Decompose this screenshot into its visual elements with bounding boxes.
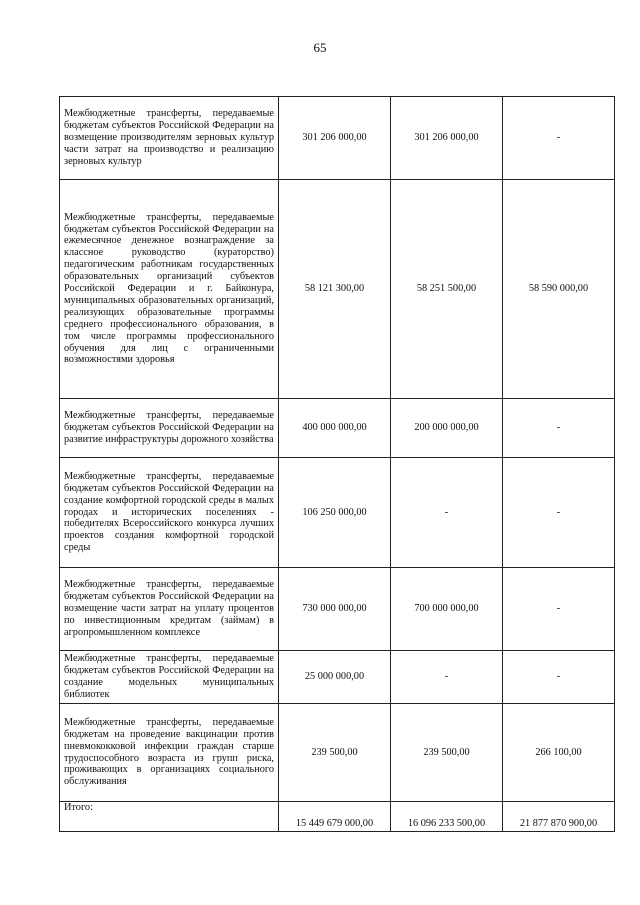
table-row xyxy=(60,97,615,180)
page-number: 65 xyxy=(313,40,327,55)
row-value-2: - xyxy=(391,458,503,568)
total-label: Итого: xyxy=(60,802,279,832)
table-row xyxy=(60,399,615,458)
row-value-3: - xyxy=(503,399,615,458)
total-value-1: 15 449 679 000,00 xyxy=(279,802,391,832)
row-description: Межбюджетные трансферты, передаваемые бюджетам субъектов Российской Федерации на создание комфортной городской среды в малых городах и исторических поселениях - победителях Всероссийского конкурса лучших проектов создания комфортной городской среды xyxy=(60,458,279,568)
row-value-1: 730 000 000,00 xyxy=(279,568,391,651)
total-value-3: 21 877 870 900,00 xyxy=(503,802,615,832)
row-description: Межбюджетные трансферты, передаваемые бюджетам на проведение вакцинации против пневмококковой инфекции граждан старше трудоспособного возраста из групп риска, проживающих в организациях социального обслуживания xyxy=(60,704,279,802)
row-value-3: 58 590 000,00 xyxy=(503,180,615,399)
row-value-2: 301 206 000,00 xyxy=(391,97,503,180)
row-value-3: - xyxy=(503,568,615,651)
total-value-2: 16 096 233 500,00 xyxy=(391,802,503,832)
row-description: Межбюджетные трансферты, передаваемые бюджетам субъектов Российской Федерации на развитие инфраструктуры дорожного хозяйства xyxy=(60,399,279,458)
row-value-2: 200 000 000,00 xyxy=(391,399,503,458)
row-value-1: 106 250 000,00 xyxy=(279,458,391,568)
table-row xyxy=(60,651,615,704)
row-value-1: 58 121 300,00 xyxy=(279,180,391,399)
table-row xyxy=(60,704,615,802)
row-value-1: 239 500,00 xyxy=(279,704,391,802)
row-value-3: - xyxy=(503,651,615,704)
row-value-3: - xyxy=(503,97,615,180)
row-value-3: 266 100,00 xyxy=(503,704,615,802)
row-value-2: 239 500,00 xyxy=(391,704,503,802)
row-value-2: - xyxy=(391,651,503,704)
row-value-1: 400 000 000,00 xyxy=(279,399,391,458)
row-value-1: 301 206 000,00 xyxy=(279,97,391,180)
table-row xyxy=(60,568,615,651)
total-row xyxy=(60,802,615,832)
row-description: Межбюджетные трансферты, передаваемые бюджетам субъектов Российской Федерации на ежемесячное денежное вознаграждение за классное руководство (кураторство) педагогическим работникам государственных образовательных организаций субъектов Российской Федерации и г. Байконура, муниципальных образовательных организаций, реализующих образовательные программы среднего профессионального образования, в том числе программы профессионального обучения для лиц с ограниченными возможностями здоровья xyxy=(60,180,279,399)
row-value-2: 700 000 000,00 xyxy=(391,568,503,651)
table-row xyxy=(60,180,615,399)
row-value-3: - xyxy=(503,458,615,568)
row-description: Межбюджетные трансферты, передаваемые бюджетам субъектов Российской Федерации на возмещение производителям зерновых культур части затрат на производство и реализацию зерновых культур xyxy=(60,97,279,180)
row-description: Межбюджетные трансферты, передаваемые бюджетам субъектов Российской Федерации на создание модельных муниципальных библиотек xyxy=(60,651,279,704)
row-value-1: 25 000 000,00 xyxy=(279,651,391,704)
row-description: Межбюджетные трансферты, передаваемые бюджетам субъектов Российской Федерации на возмещение части затрат на уплату процентов по инвестиционным кредитам (займам) в агропромышленном комплексе xyxy=(60,568,279,651)
budget-table xyxy=(59,96,615,832)
row-value-2: 58 251 500,00 xyxy=(391,180,503,399)
table-row xyxy=(60,458,615,568)
